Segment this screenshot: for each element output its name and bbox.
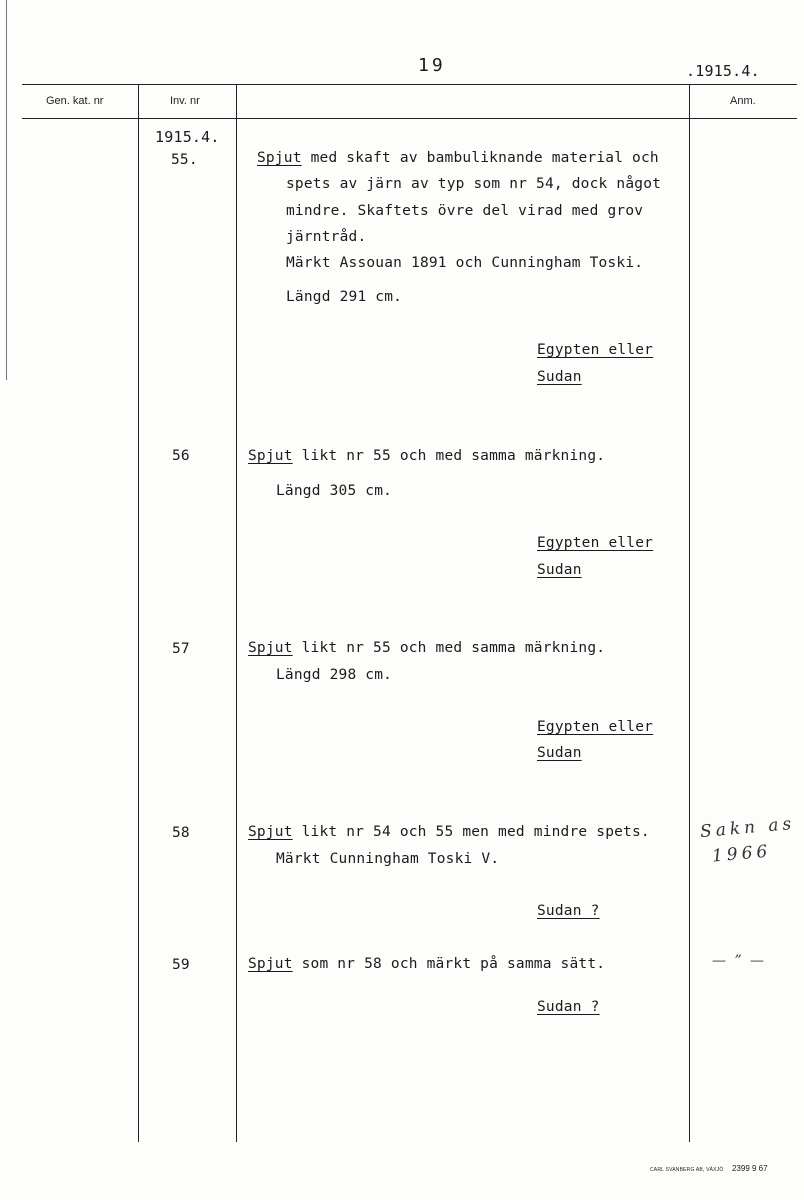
form-code: 2399 9 67: [731, 1164, 768, 1173]
column-divider-2: [236, 84, 237, 1142]
page-number: 19: [418, 55, 446, 76]
inv-nr-58: 58: [172, 825, 190, 841]
entry-58-origin: Sudan ?: [537, 903, 600, 919]
entry-55-origin-2: Sudan: [537, 369, 582, 385]
entry-58-line-1: Spjut likt nr 54 och 55 men med mindre spets.: [248, 824, 650, 840]
entry-59-origin: Sudan ?: [537, 999, 600, 1015]
entry-59-anm: — ” —: [712, 953, 767, 969]
column-divider-3: [689, 84, 690, 1142]
printer-imprint: [650, 1158, 768, 1176]
entry-55-keyword: Spjut: [257, 150, 302, 166]
col-header-anm: Anm.: [730, 95, 756, 107]
left-margin-line: [6, 0, 7, 380]
inv-nr-57: 57: [172, 641, 190, 657]
entry-55-line-6: Längd 291 cm.: [286, 289, 403, 305]
col-header-inv: Inv. nr: [170, 95, 200, 107]
inv-nr-56: 56: [172, 448, 190, 464]
entry-58-line-2: Märkt Cunningham Toski V.: [276, 851, 500, 867]
series-label: 1915.4.: [155, 128, 220, 146]
entry-59-keyword: Spjut: [248, 956, 293, 972]
column-divider-1: [138, 84, 139, 1142]
entry-56-keyword: Spjut: [248, 448, 293, 464]
printer-name: CARL SVANBERG AB, VÄXJÖ: [650, 1167, 724, 1173]
entry-58-anm-2: 1966: [711, 841, 773, 867]
entry-55-line-4: järntråd.: [286, 229, 367, 245]
entry-59-line-1: Spjut som nr 58 och märkt på samma sätt.: [248, 956, 606, 972]
entry-57-keyword: Spjut: [248, 640, 293, 656]
entry-55-line-1: Spjut med skaft av bambuliknande material och: [257, 150, 659, 166]
inv-nr-59: 59: [172, 957, 190, 973]
entry-57-origin-2: Sudan: [537, 745, 582, 761]
entry-57-origin-1: Egypten eller: [537, 719, 654, 735]
series-top: .1915.4.: [686, 62, 760, 80]
entry-56-origin-2: Sudan: [537, 562, 582, 578]
entry-55-line-2: spets av järn av typ som nr 54, dock något: [286, 176, 662, 192]
entry-55-line-5: Märkt Assouan 1891 och Cunningham Toski.: [286, 255, 644, 271]
entry-57-line-1: Spjut likt nr 55 och med samma märkning.: [248, 640, 606, 656]
col-header-gen-kat: Gen. kat. nr: [46, 95, 104, 107]
entry-58-keyword: Spjut: [248, 824, 293, 840]
entry-56-line-1: Spjut likt nr 55 och med samma märkning.: [248, 448, 606, 464]
inv-nr-55: 55.: [171, 152, 198, 168]
entry-58-anm-1: Sakn as: [699, 813, 796, 843]
entry-55-origin-1: Egypten eller: [537, 342, 654, 358]
entry-55-line-3: mindre. Skaftets övre del virad med grov: [286, 203, 644, 219]
entry-57-line-2: Längd 298 cm.: [276, 667, 393, 683]
entry-56-line-2: Längd 305 cm.: [276, 483, 393, 499]
entry-56-origin-1: Egypten eller: [537, 535, 654, 551]
